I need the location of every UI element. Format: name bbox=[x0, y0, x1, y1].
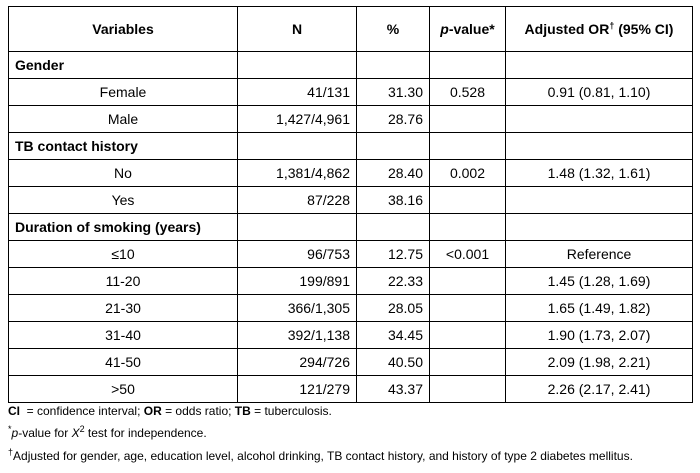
footnote-adjusted bbox=[8, 449, 633, 463]
section-title: Duration of smoking (years) bbox=[9, 214, 238, 241]
header-row bbox=[9, 7, 693, 52]
p-value-cell: 0.002 bbox=[430, 160, 506, 187]
adjusted-or-cell: 2.09 (1.98, 2.21) bbox=[506, 349, 693, 376]
section-row-duration-of-smoking-years bbox=[9, 214, 693, 241]
pvalue-p-italic: p bbox=[11, 426, 19, 440]
footnote-pvalue bbox=[8, 426, 207, 440]
p-value-cell bbox=[430, 376, 506, 403]
table-row bbox=[9, 295, 693, 322]
section-row-tb-contact-history bbox=[9, 133, 693, 160]
table-row bbox=[9, 160, 693, 187]
table-row bbox=[9, 322, 693, 349]
header-p-rest: -value* bbox=[448, 21, 495, 37]
table-header bbox=[9, 7, 693, 52]
table-row bbox=[9, 187, 693, 214]
row-label-cell: 11-20 bbox=[9, 268, 238, 295]
percent-cell: 22.33 bbox=[357, 268, 430, 295]
percent-cell: 28.05 bbox=[357, 295, 430, 322]
row-label-cell: No bbox=[9, 160, 238, 187]
n-cell: 96/753 bbox=[238, 241, 357, 268]
footnote-abbreviations bbox=[8, 404, 332, 418]
adjusted-text: Adjusted for gender, age, education level, alcohol drinking, TB contact history, and history of type 2 diabetes mellitus. bbox=[13, 449, 633, 463]
p-value-cell: <0.001 bbox=[430, 241, 506, 268]
empty-cell bbox=[506, 52, 693, 79]
n-cell: 199/891 bbox=[238, 268, 357, 295]
header-or-dagger: † bbox=[609, 20, 615, 31]
row-label-cell: ≤10 bbox=[9, 241, 238, 268]
n-cell: 87/228 bbox=[238, 187, 357, 214]
row-label-cell: Female bbox=[9, 79, 238, 106]
adjusted-mark: † bbox=[8, 447, 14, 457]
header-or-main: Adjusted OR bbox=[524, 21, 610, 37]
empty-cell bbox=[506, 214, 693, 241]
percent-cell: 31.30 bbox=[357, 79, 430, 106]
adjusted-or-cell: Reference bbox=[506, 241, 693, 268]
p-value-cell: 0.528 bbox=[430, 79, 506, 106]
header-or-tail: (95% CI) bbox=[614, 21, 674, 37]
row-label-cell: Yes bbox=[9, 187, 238, 214]
header-adjusted-or bbox=[506, 7, 693, 52]
row-label-cell: 31-40 bbox=[9, 322, 238, 349]
percent-cell: 43.37 bbox=[357, 376, 430, 403]
adjusted-or-cell: 1.45 (1.28, 1.69) bbox=[506, 268, 693, 295]
p-value-cell bbox=[430, 268, 506, 295]
n-cell: 1,381/4,862 bbox=[238, 160, 357, 187]
table-row bbox=[9, 349, 693, 376]
n-cell: 294/726 bbox=[238, 349, 357, 376]
percent-cell: 34.45 bbox=[357, 322, 430, 349]
adjusted-or-cell: 1.48 (1.32, 1.61) bbox=[506, 160, 693, 187]
empty-cell bbox=[357, 133, 430, 160]
results-table bbox=[8, 6, 693, 403]
row-label-cell: >50 bbox=[9, 376, 238, 403]
row-label-cell: Male bbox=[9, 106, 238, 133]
p-value-cell bbox=[430, 106, 506, 133]
abbrev-or-def: = odds ratio; bbox=[161, 404, 235, 418]
header-variables: Variables bbox=[9, 7, 238, 52]
p-value-cell bbox=[430, 349, 506, 376]
abbrev-ci-term: CI bbox=[8, 404, 20, 418]
header-n: N bbox=[238, 7, 357, 52]
p-value-cell bbox=[430, 295, 506, 322]
table-row bbox=[9, 241, 693, 268]
abbrev-tb-term: TB bbox=[234, 404, 251, 418]
header-percent: % bbox=[357, 7, 430, 52]
empty-cell bbox=[238, 214, 357, 241]
row-label-cell: 21-30 bbox=[9, 295, 238, 322]
table-row bbox=[9, 79, 693, 106]
header-p-italic: p bbox=[440, 21, 449, 37]
pvalue-x-sup: 2 bbox=[79, 424, 85, 434]
adjusted-or-cell bbox=[506, 106, 693, 133]
n-cell: 41/131 bbox=[238, 79, 357, 106]
empty-cell bbox=[357, 52, 430, 79]
table-body bbox=[9, 52, 693, 403]
pvalue-text-b: test for independence. bbox=[84, 426, 207, 440]
adjusted-or-cell bbox=[506, 187, 693, 214]
pvalue-mark: * bbox=[8, 424, 12, 434]
n-cell: 121/279 bbox=[238, 376, 357, 403]
pvalue-x-italic: X bbox=[71, 426, 80, 440]
section-title: TB contact history bbox=[9, 133, 238, 160]
p-value-cell bbox=[430, 187, 506, 214]
pvalue-text-a: -value for bbox=[18, 426, 72, 440]
p-value-cell bbox=[430, 322, 506, 349]
row-label-cell: 41-50 bbox=[9, 349, 238, 376]
percent-cell: 28.40 bbox=[357, 160, 430, 187]
adjusted-or-cell: 1.90 (1.73, 2.07) bbox=[506, 322, 693, 349]
n-cell: 1,427/4,961 bbox=[238, 106, 357, 133]
table-row bbox=[9, 376, 693, 403]
percent-cell: 40.50 bbox=[357, 349, 430, 376]
adjusted-or-cell: 2.26 (2.17, 2.41) bbox=[506, 376, 693, 403]
abbrev-tb-def: = tuberculosis. bbox=[250, 404, 332, 418]
header-p-value bbox=[430, 7, 506, 52]
empty-cell bbox=[430, 52, 506, 79]
adjusted-or-cell: 0.91 (0.81, 1.10) bbox=[506, 79, 693, 106]
empty-cell bbox=[430, 133, 506, 160]
empty-cell bbox=[238, 133, 357, 160]
n-cell: 392/1,138 bbox=[238, 322, 357, 349]
percent-cell: 28.76 bbox=[357, 106, 430, 133]
n-cell: 366/1,305 bbox=[238, 295, 357, 322]
table-row bbox=[9, 268, 693, 295]
table-row bbox=[9, 106, 693, 133]
empty-cell bbox=[238, 52, 357, 79]
empty-cell bbox=[506, 133, 693, 160]
section-title: Gender bbox=[9, 52, 238, 79]
adjusted-or-cell: 1.65 (1.49, 1.82) bbox=[506, 295, 693, 322]
percent-cell: 12.75 bbox=[357, 241, 430, 268]
abbrev-or-term: OR bbox=[143, 404, 162, 418]
empty-cell bbox=[430, 214, 506, 241]
percent-cell: 38.16 bbox=[357, 187, 430, 214]
abbrev-ci-def: = confidence interval; bbox=[20, 404, 144, 418]
section-row-gender bbox=[9, 52, 693, 79]
empty-cell bbox=[357, 214, 430, 241]
